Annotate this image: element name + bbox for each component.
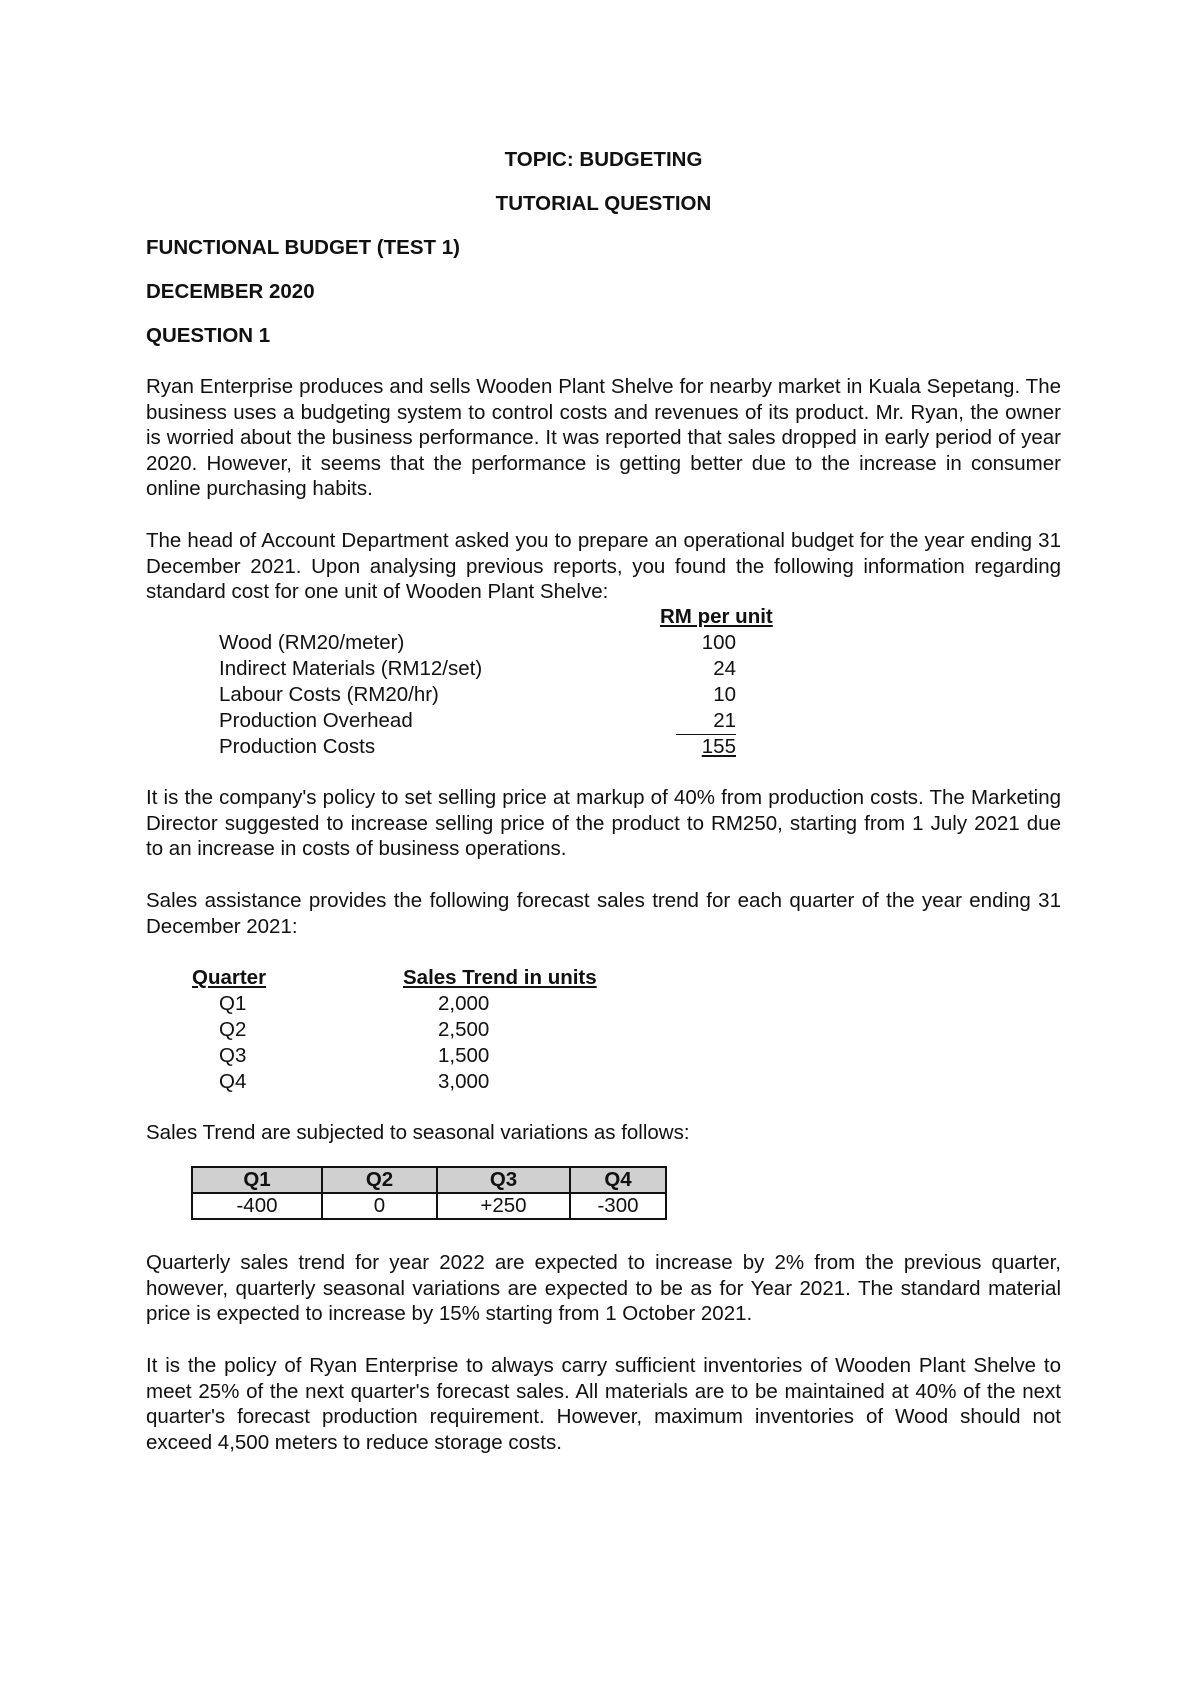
paragraph-forecast: Sales assistance provides the following forecast sales trend for each quarter of the year ending 31 December 2021: [146, 889, 1061, 938]
budget-title: FUNCTIONAL BUDGET (TEST 1) [146, 236, 460, 259]
table-header-row [192, 1167, 666, 1193]
cost-row-label: Indirect Materials (RM12/set) [219, 657, 483, 680]
units-cell: 2,500 [438, 1018, 490, 1041]
units-cell: 1,500 [438, 1044, 490, 1067]
table-row [192, 1193, 666, 1219]
cost-row-label: Wood (RM20/meter) [219, 631, 405, 654]
units-cell: 2,000 [438, 992, 490, 1015]
cost-row-label: Production Overhead [219, 709, 413, 732]
table-header-cell: Q4 [570, 1167, 666, 1193]
units-cell: 3,000 [438, 1070, 490, 1093]
question-heading: QUESTION 1 [146, 324, 271, 347]
table-header-cell: Q2 [322, 1167, 437, 1193]
table-header-cell: Q1 [192, 1167, 322, 1193]
seasonal-variation-table [191, 1166, 667, 1220]
paragraph-seasonal-intro: Sales Trend are subjected to seasonal variations as follows: [146, 1121, 690, 1144]
paragraph-task: The head of Account Department asked you to prepare an operational budget for the year ending 31 December 2021. Upon analysing previous reports, you found the following information regarding standard cost for one unit of Wooden Plant Shelve: [146, 529, 1061, 603]
table-header-cell: Q3 [437, 1167, 570, 1193]
paragraph-inventory-policy: It is the policy of Ryan Enterprise to always carry sufficient inventories of Wooden Plant Shelve to meet 25% of the next quarter's forecast sales. All materials are to be maintained at 40% of the next quarter's forecast production requirement. However, maximum inventories of Wood should not exceed 4,500 meters to reduce storage costs. [146, 1354, 1061, 1454]
table-cell: +250 [437, 1193, 570, 1219]
cost-total-value: 155 [701, 735, 736, 758]
cost-row-value: 10 [713, 683, 736, 706]
date-heading: DECEMBER 2020 [146, 280, 315, 303]
quarter-cell: Q4 [219, 1070, 247, 1093]
quarter-cell: Q3 [219, 1044, 247, 1067]
cost-row-value: 100 [701, 631, 736, 654]
tutorial-subtitle: TUTORIAL QUESTION [495, 192, 712, 215]
table-cell: 0 [322, 1193, 437, 1219]
cost-row-value: 21 [676, 708, 736, 735]
paragraph-intro: Ryan Enterprise produces and sells Wooden Plant Shelve for nearby market in Kuala Sepetang. The business uses a budgeting system to control costs and revenues of its product. Mr. Ryan, the owner is worried about the business performance. It was reported that sales dropped in early period of year 2020. However, it seems that the performance is getting better due to the increase in consumer online purchasing habits. [146, 375, 1061, 500]
table-cell: -300 [570, 1193, 666, 1219]
quarter-cell: Q1 [219, 992, 247, 1015]
cost-column-header: RM per unit [660, 605, 773, 628]
table-cell: -400 [192, 1193, 322, 1219]
cost-row-value: 24 [713, 657, 736, 680]
paragraph-2022-trend: Quarterly sales trend for year 2022 are expected to increase by 2% from the previous quarter, however, quarterly seasonal variations are expected to be as for Year 2021. The standard material price is expected to increase by 15% starting from 1 October 2021. [146, 1251, 1061, 1325]
quarter-cell: Q2 [219, 1018, 247, 1041]
cost-row-label: Labour Costs (RM20/hr) [219, 683, 439, 706]
topic-title: TOPIC: BUDGETING [504, 148, 703, 171]
quarter-column-header: Quarter [192, 966, 267, 989]
paragraph-pricing: It is the company's policy to set selling price at markup of 40% from production costs. The Marketing Director suggested to increase selling price of the product to RM250, starting from 1 July 2021 due to an increase in costs of business operations. [146, 786, 1061, 860]
sales-trend-column-header: Sales Trend in units [403, 966, 597, 989]
cost-row-label: Production Costs [219, 735, 376, 758]
